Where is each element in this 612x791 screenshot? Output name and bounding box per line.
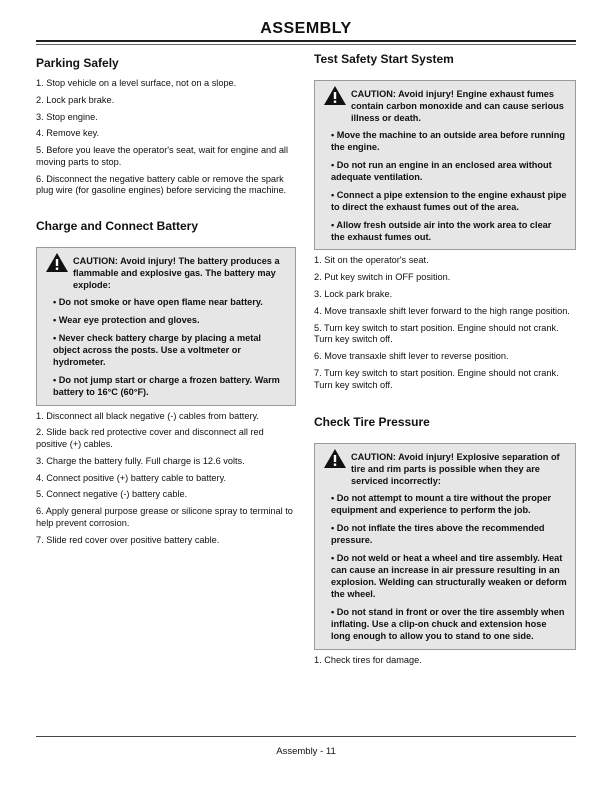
caution-bullet: • Do not attempt to mount a tire without the proper equipment and experience to perform the job. [331,493,552,516]
section-title: Charge and Connect Battery [36,219,199,234]
caution-bullet: • Never check battery charge by placing a metal object across the posts. Use a voltmeter or hydrometer. [53,332,261,367]
step-list [36,78,296,197]
caution-heading-text: CAUTION: Avoid injury! Explosive separation of tire and rim parts is possible when they are serviced incorrectly: [351,452,560,487]
step-item: 6. Apply general purpose grease or silicone spray to terminal to help prevent corrosion. [36,506,293,529]
step-item: 3. Charge the battery fully. Full charge is 12.6 volts. [36,455,245,466]
step-item: 3. Lock park brake. [314,289,393,300]
step-item: 3. Stop engine. [36,111,98,122]
caution-bullet: • Do not jump start or charge a frozen battery. Warm battery to 16°C (60°F). [53,374,280,397]
warning-triangle-icon [45,252,69,273]
charge-battery-section [36,219,296,546]
warning-triangle-icon [323,448,347,469]
section-title: Check Tire Pressure [314,415,430,430]
page-footer: Assembly - 11 [276,746,336,757]
caution-bullet: • Do not run an engine in an enclosed area without adequate ventilation. [331,159,552,182]
step-list [314,655,576,667]
header-rule [36,40,576,42]
caution-bullet: • Do not smoke or have open flame near battery. [53,296,263,307]
header-rule-thin [36,44,576,45]
step-list [36,411,296,547]
caution-bullet: • Do not weld or heat a wheel and tire assembly. Heat can cause an increase in air pressure resulting in an explosion. Welding can structurally weaken or deform the wheel. [331,553,567,599]
step-item: 4. Move transaxle shift lever forward to the high range position. [314,305,570,316]
tire-pressure-section [314,415,576,666]
step-item: 6. Disconnect the negative battery cable or remove the spark plug wire (for gasoline engines) before servicing the machine. [36,173,287,196]
caution-box [36,247,296,406]
caution-bullet: • Allow fresh outside air into the work area to clear the exhaust fumes out. [331,219,552,242]
parking-safely-section [36,56,296,197]
step-item: 5. Connect negative (-) battery cable. [36,489,188,500]
caution-bullet: • Do not inflate the tires above the recommended pressure. [331,523,545,546]
right-column [314,52,576,671]
caution-heading [323,452,567,488]
caution-bullet: • Connect a pipe extension to the engine exhaust pipe to direct the exhaust fumes out of the area. [331,189,567,212]
caution-heading [45,256,287,292]
step-item: 1. Sit on the operator's seat. [314,255,429,266]
caution-heading-text: CAUTION: Avoid injury! The battery produces a flammable and explosive gas. The battery may explode: [73,256,280,291]
caution-heading [323,89,567,125]
warning-triangle-icon [323,85,347,106]
caution-box [314,80,576,250]
caution-bullet: • Move the machine to an outside area before running the engine. [331,129,565,152]
step-item: 1. Check tires for damage. [314,654,422,665]
step-item: 7. Turn key switch to start position. Engine should not crank. Turn key switch off. [314,367,559,390]
step-item: 2. Slide back red protective cover and disconnect all red positive (+) cables. [36,427,264,450]
step-item: 2. Lock park brake. [36,94,115,105]
section-title: Test Safety Start System [314,52,454,66]
step-item: 5. Before you leave the operator's seat, wait for engine and all moving parts to stop. [36,145,289,167]
safety-start-section [314,52,576,391]
page-title: ASSEMBLY [260,20,352,37]
left-column [36,52,296,552]
step-list [314,255,576,391]
caution-heading-text: CAUTION: Avoid injury! Engine exhaust fumes contain carbon monoxide and can cause serious illness or death. [351,89,564,123]
step-item: 7. Slide red cover over positive battery cable. [36,534,220,545]
caution-bullet: • Wear eye protection and gloves. [53,314,200,325]
step-item: 5. Turn key switch to start position. Engine should not crank. Turn key switch off. [314,322,559,345]
step-item: 2. Put key switch in OFF position. [314,272,451,283]
footer-rule [36,736,576,737]
caution-box [314,443,576,649]
step-item: 6. Move transaxle shift lever to reverse position. [314,351,509,362]
step-item: 1. Disconnect all black negative (-) cables from battery. [36,410,259,421]
step-item: 4. Connect positive (+) battery cable to battery. [36,472,227,483]
step-item: 1. Stop vehicle on a level surface, not on a slope. [36,78,237,88]
section-title: Parking Safely [36,56,119,70]
step-item: 4. Remove key. [36,128,100,139]
caution-bullet: • Do not stand in front or over the tire assembly when inflating. Use a clip-on chuck and extension hose long enough to allow you to stand to one side. [331,606,565,641]
